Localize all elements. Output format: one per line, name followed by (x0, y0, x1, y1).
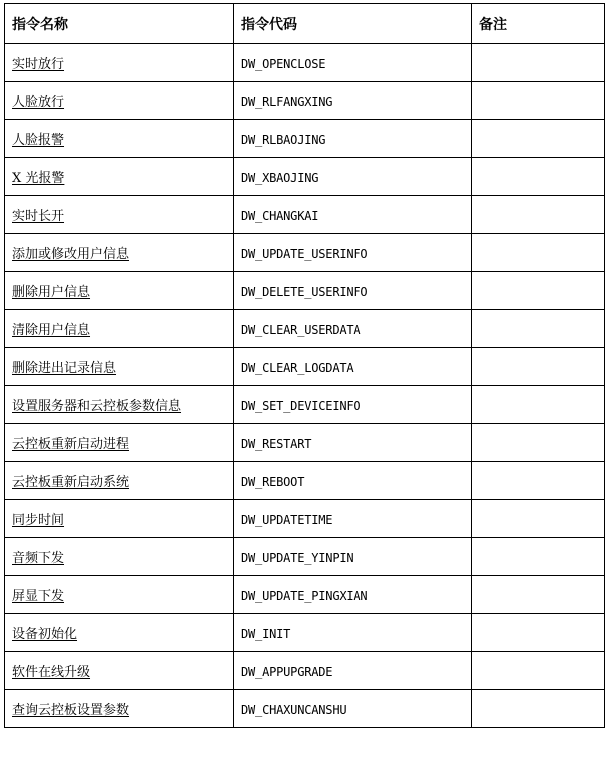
command-name-cell (5, 576, 234, 614)
command-code-cell (234, 44, 472, 82)
table-row (5, 44, 605, 82)
command-table (4, 3, 605, 728)
header-remarks: 备注 (472, 4, 605, 44)
command-code-cell (234, 424, 472, 462)
command-code: DW_UPDATE_USERINFO (241, 247, 368, 261)
remarks-cell (472, 690, 605, 728)
command-name-cell (5, 120, 234, 158)
command-code: DW_XBAOJING (241, 171, 319, 185)
table-body (5, 44, 605, 728)
table-row (5, 462, 605, 500)
table-row (5, 120, 605, 158)
command-code: DW_RESTART (241, 437, 312, 451)
remarks-cell (472, 500, 605, 538)
remarks-cell (472, 158, 605, 196)
remarks-cell (472, 538, 605, 576)
command-name-cell (5, 272, 234, 310)
command-name-link[interactable]: 设备初始化 (12, 627, 78, 642)
command-code-cell (234, 158, 472, 196)
remarks-cell (472, 310, 605, 348)
command-code-cell (234, 614, 472, 652)
table-row (5, 158, 605, 196)
remarks-cell (472, 82, 605, 120)
remarks-cell (472, 462, 605, 500)
remarks-cell (472, 652, 605, 690)
command-code: DW_CHAXUNCANSHU (241, 703, 347, 717)
command-name-link[interactable]: 屏显下发 (12, 589, 65, 604)
command-name-link[interactable]: 查询云控板设置参数 (12, 703, 130, 718)
remarks-cell (472, 196, 605, 234)
command-name-link[interactable]: 同步时间 (12, 513, 65, 528)
command-name-cell (5, 652, 234, 690)
header-command-name: 指令名称 (5, 4, 234, 44)
command-code: DW_APPUPGRADE (241, 665, 333, 679)
table-row (5, 576, 605, 614)
command-code: DW_CLEAR_USERDATA (241, 323, 361, 337)
table-row (5, 234, 605, 272)
command-code-cell (234, 196, 472, 234)
command-code-cell (234, 82, 472, 120)
table-header (5, 4, 605, 44)
command-name-link[interactable]: 设置服务器和云控板参数信息 (12, 399, 182, 414)
command-name-link[interactable]: 删除用户信息 (12, 285, 91, 300)
command-name-link[interactable]: 人脸放行 (12, 95, 65, 110)
command-name-cell (5, 614, 234, 652)
command-name-link[interactable]: 实时放行 (12, 57, 65, 72)
remarks-cell (472, 272, 605, 310)
command-code: DW_UPDATETIME (241, 513, 333, 527)
table-row (5, 652, 605, 690)
table-row (5, 538, 605, 576)
command-code: DW_UPDATE_YINPIN (241, 551, 354, 565)
table-row (5, 196, 605, 234)
command-code: DW_INIT (241, 627, 291, 641)
table-row (5, 386, 605, 424)
command-name-cell (5, 234, 234, 272)
header-row (5, 4, 605, 44)
table-row (5, 500, 605, 538)
table-row (5, 348, 605, 386)
table-row (5, 82, 605, 120)
command-name-link[interactable]: 删除进出记录信息 (12, 361, 117, 376)
command-name-cell (5, 82, 234, 120)
command-code-cell (234, 462, 472, 500)
command-code: DW_RLBAOJING (241, 133, 326, 147)
command-name-cell (5, 348, 234, 386)
command-code-cell (234, 272, 472, 310)
command-name-link[interactable]: 清除用户信息 (12, 323, 91, 338)
command-name-link[interactable]: 实时长开 (12, 209, 65, 224)
command-code-cell (234, 348, 472, 386)
command-name-link[interactable]: 音频下发 (12, 551, 65, 566)
command-name-cell (5, 386, 234, 424)
command-name-cell (5, 158, 234, 196)
command-name-cell (5, 690, 234, 728)
table-row (5, 424, 605, 462)
remarks-cell (472, 424, 605, 462)
remarks-cell (472, 614, 605, 652)
command-code: DW_REBOOT (241, 475, 305, 489)
remarks-cell (472, 576, 605, 614)
command-name-link[interactable]: 云控板重新启动系统 (12, 475, 130, 490)
command-code: DW_DELETE_USERINFO (241, 285, 368, 299)
command-code-cell (234, 386, 472, 424)
command-name-cell (5, 462, 234, 500)
remarks-cell (472, 348, 605, 386)
command-code: DW_UPDATE_PINGXIAN (241, 589, 368, 603)
remarks-cell (472, 386, 605, 424)
table-row (5, 614, 605, 652)
command-name-link[interactable]: 人脸报警 (12, 133, 65, 148)
command-code: DW_CLEAR_LOGDATA (241, 361, 354, 375)
command-name-cell (5, 500, 234, 538)
command-name-link[interactable]: 软件在线升级 (12, 665, 91, 680)
remarks-cell (472, 120, 605, 158)
command-code-cell (234, 652, 472, 690)
table-row (5, 272, 605, 310)
command-code: DW_CHANGKAI (241, 209, 319, 223)
command-code-cell (234, 538, 472, 576)
command-name-cell (5, 424, 234, 462)
command-code-cell (234, 690, 472, 728)
table-row (5, 690, 605, 728)
command-name-cell (5, 44, 234, 82)
table-row (5, 310, 605, 348)
command-code: DW_OPENCLOSE (241, 57, 326, 71)
command-code-cell (234, 500, 472, 538)
command-name-cell (5, 196, 234, 234)
remarks-cell (472, 44, 605, 82)
command-code-cell (234, 120, 472, 158)
command-code-cell (234, 234, 472, 272)
command-name-cell (5, 538, 234, 576)
command-name-cell (5, 310, 234, 348)
command-code: DW_RLFANGXING (241, 95, 333, 109)
command-code-cell (234, 310, 472, 348)
command-name-link[interactable]: 云控板重新启动进程 (12, 437, 130, 452)
header-command-code: 指令代码 (234, 4, 472, 44)
command-code: DW_SET_DEVICEINFO (241, 399, 361, 413)
command-name-link[interactable]: 添加或修改用户信息 (12, 247, 130, 262)
command-name-link[interactable]: X 光报警 (12, 171, 65, 186)
command-code-cell (234, 576, 472, 614)
remarks-cell (472, 234, 605, 272)
